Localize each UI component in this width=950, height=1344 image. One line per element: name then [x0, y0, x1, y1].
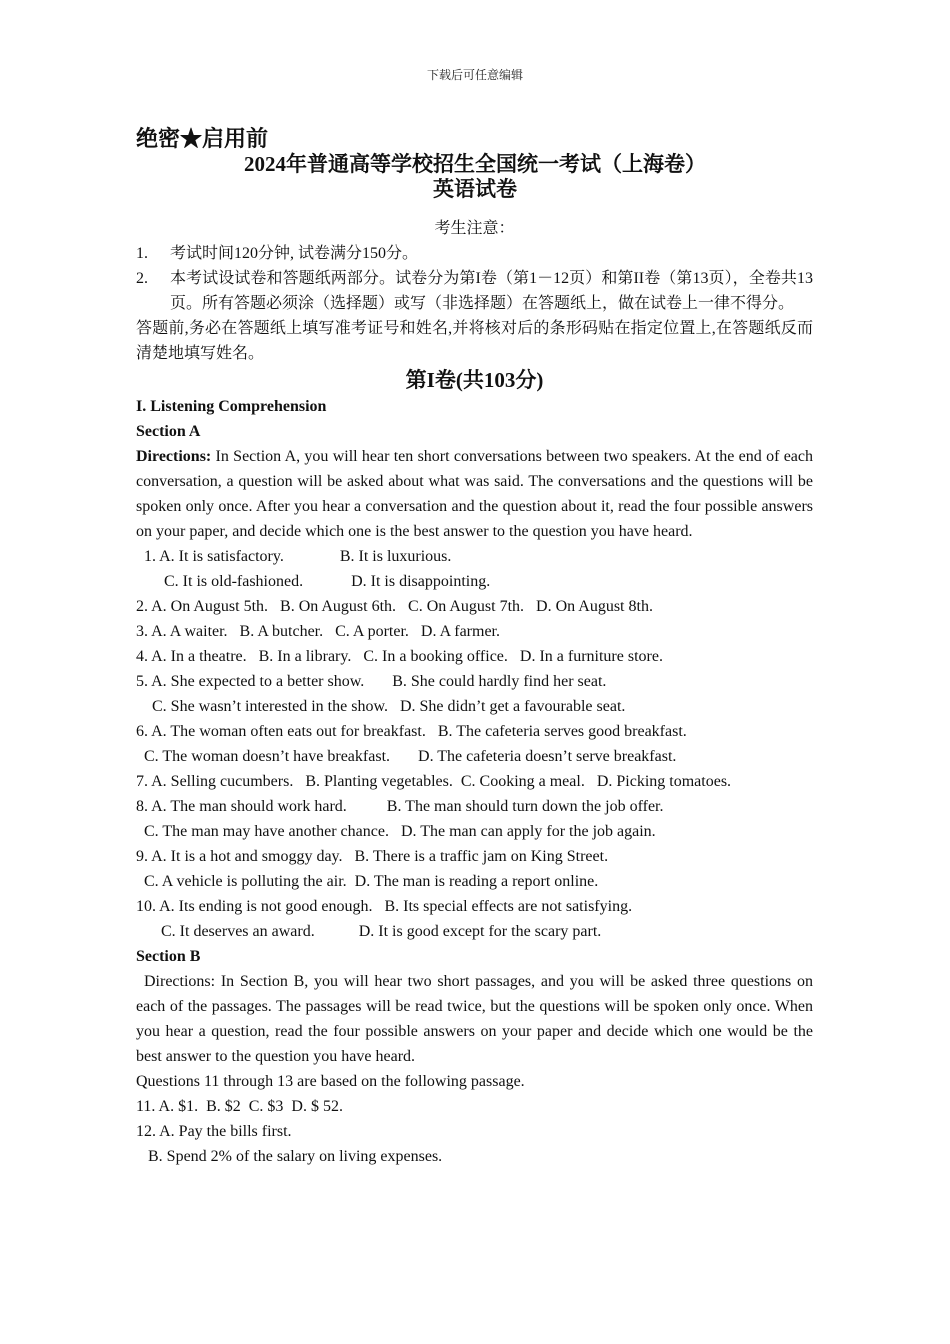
notice-number: 1. [136, 245, 148, 262]
notice-extra: 答题前,务必在答题纸上填写准考证号和姓名,并将核对后的条形码贴在指定位置上,在答题纸反而清楚地填写姓名。 [136, 320, 813, 362]
question-line: 9. A. It is a hot and smoggy day. B. There is a traffic jam on King Street. [136, 848, 609, 865]
section-a-directions [136, 444, 813, 544]
notice-item [136, 241, 813, 266]
notice-heading: 考生注意： [434, 220, 515, 237]
question-line: 4. A. In a theatre. B. In a library. C. In a booking office. D. In a furniture store. [136, 648, 663, 665]
exam-body [136, 216, 813, 1169]
notice-text: 考试时间120分钟, 试卷满分150分。 [170, 245, 419, 262]
question-line: C. A vehicle is polluting the air. D. The man is reading a report online. [144, 873, 599, 890]
question-line: C. It deserves an award. D. It is good except for the scary part. [161, 923, 602, 940]
question-line: 1. A. It is satisfactory. B. It is luxurious. [144, 548, 452, 565]
volume-title: 第I卷(共103分) [405, 368, 544, 392]
question-line: 11. A. $1. B. $2 C. $3 D. $ 52. [136, 1098, 343, 1115]
question-line: 2. A. On August 5th. B. On August 6th. C. On August 7th. D. On August 8th. [136, 598, 653, 615]
notice-text: 本考试设试卷和答题纸两部分。试卷分为第I卷（第1－12页）和第II卷（第13页），全卷共13页。所有答题必须涂（选择题）或写（非选择题）在答题纸上，做在试卷上一律不得分。 [170, 270, 813, 312]
question-line: 8. A. The man should work hard. B. The man should turn down the job offer. [136, 798, 664, 815]
notice-number: 2. [136, 270, 148, 287]
part-title: I. Listening Comprehension [136, 398, 327, 415]
passage-intro: Questions 11 through 13 are based on the following passage. [136, 1073, 525, 1090]
directions-label: Directions: [136, 448, 212, 465]
section-b-directions: Directions: In Section B, you will hear two short passages, and you will be asked three questions on each of the passages. The passages will be read twice, but the questions will be spoken only once. When you hear a question, read the four possible answers on your paper and decide which one would be the best answer to the question you have heard. [136, 973, 813, 1065]
question-line: 5. A. She expected to a better show. B. She could hardly find her seat. [136, 673, 607, 690]
question-line: 7. A. Selling cucumbers. B. Planting vegetables. C. Cooking a meal. D. Picking tomatoes. [136, 773, 732, 790]
header-note: 下载后可任意编辑 [426, 68, 523, 82]
secret-label: 绝密★启用前 [136, 126, 269, 151]
question-line: B. Spend 2% of the salary on living expenses. [148, 1148, 443, 1165]
exam-title: 2024年普通高等学校招生全国统一考试（上海卷） [244, 152, 706, 176]
question-line: C. The woman doesn’t have breakfast. D. The cafeteria doesn’t serve breakfast. [144, 748, 677, 765]
section-a-title: Section A [136, 423, 201, 440]
notice-item [136, 266, 813, 316]
question-line: C. It is old-fashioned. D. It is disappointing. [164, 573, 491, 590]
section-b-title: Section B [136, 948, 201, 965]
question-line: 6. A. The woman often eats out for breakfast. B. The cafeteria serves good breakfast. [136, 723, 687, 740]
question-line: 3. A. A waiter. B. A butcher. C. A porter. D. A farmer. [136, 623, 500, 640]
question-line: 10. A. Its ending is not good enough. B. Its special effects are not satisfying. [136, 898, 633, 915]
exam-subject: 英语试卷 [433, 177, 517, 201]
directions-text: In Section A, you will hear ten short conversations between two speakers. At the end of each conversation, a question will be asked about what was said. The conversations and the questions will be spoken only once. After you hear a conversation and the question about it, read the four possible answers on your paper, and decide which one is the best answer to the question you have heard. [136, 448, 813, 540]
question-line: C. The man may have another chance. D. The man can apply for the job again. [144, 823, 656, 840]
question-line: 12. A. Pay the bills first. [136, 1123, 292, 1140]
question-line: C. She wasn’t interested in the show. D. She didn’t get a favourable seat. [152, 698, 626, 715]
